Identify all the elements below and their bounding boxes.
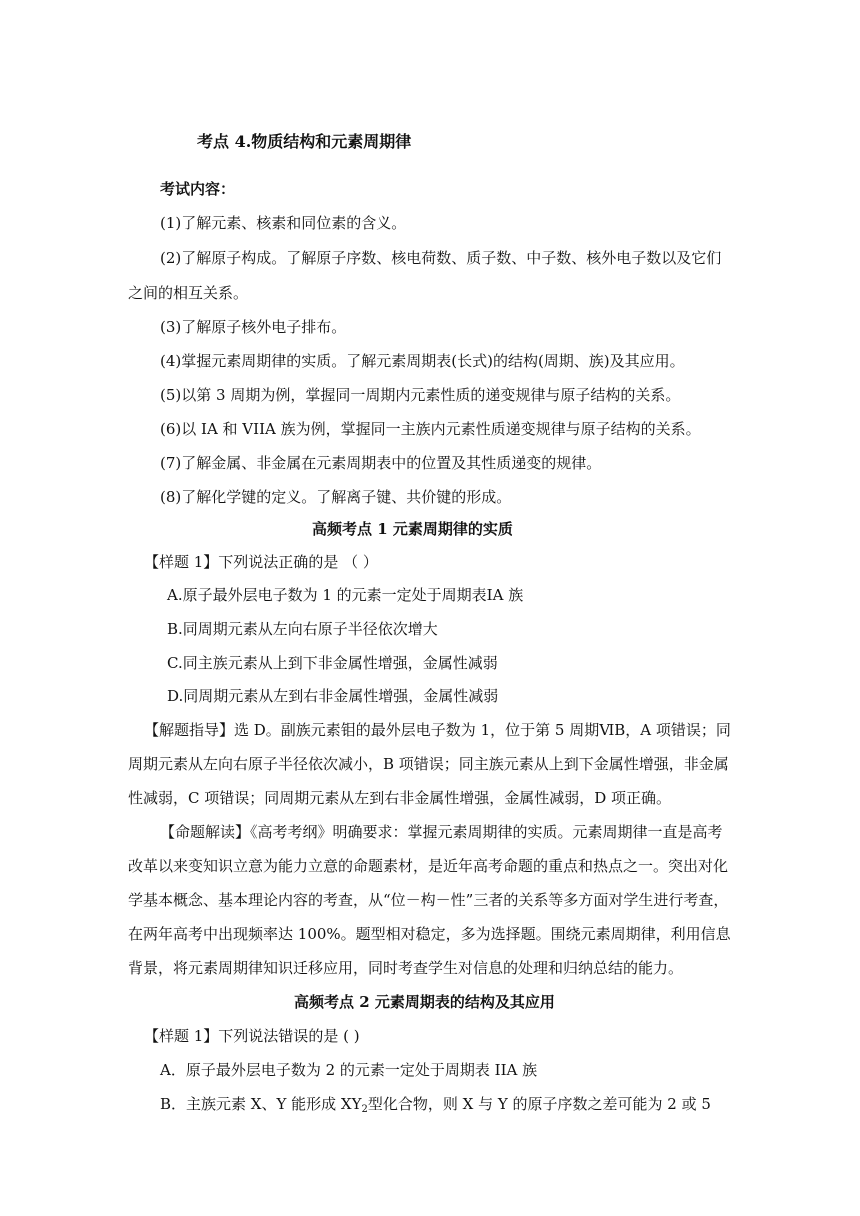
exam-item-8: (8)了解化学键的定义。了解离子键、共价键的形成。 (160, 488, 512, 506)
section-1-option-d: D.同周期元素从左到右非金属性增强，金属性减弱 (167, 687, 499, 705)
section-1-guide-line-2: 周期元素从左向右原子半径依次减小，B 项错误；同主族元素从上到下金属性增强，非金属 (128, 755, 729, 773)
section-2-question: 【样题 1】下列说法错误的是 ( ) (144, 1027, 360, 1045)
section-2-heading: 高频考点 2 元素周期表的结构及其应用 (294, 993, 555, 1011)
section-1-reading-line-2: 改革以来变知识立意为能力立意的命题素材，是近年高考命题的重点和热点之一。突出对化 (128, 857, 729, 875)
section-1-reading-line-5: 背景，将元素周期律知识迁移应用，同时考查学生对信息的处理和归纳总结的能力。 (128, 959, 684, 977)
section-1-question: 【样题 1】下列说法正确的是 （ ） (144, 553, 378, 571)
section-2-option-b-subscript: 2 (361, 1104, 368, 1115)
section-1-option-c: C.同主族元素从上到下非金属性增强，金属性减弱 (167, 654, 498, 672)
section-1-reading-line-1: 【命题解读】《高考考纲》明确要求：掌握元素周期律的实质。元素周期律一直是高考 (160, 823, 723, 841)
exam-item-6: (6)以 IA 和 VIIA 族为例，掌握同一主族内元素性质递变规律与原子结构的关系。 (160, 420, 701, 438)
page-title: 考点 4.物质结构和元素周期律 (197, 132, 412, 151)
section-1-option-b: B.同周期元素从左向右原子半径依次增大 (167, 620, 438, 638)
exam-item-2: (2)了解原子构成。了解原子序数、核电荷数、质子数、中子数、核外电子数以及它们 (160, 249, 722, 267)
exam-item-3: (3)了解原子核外电子排布。 (160, 318, 347, 336)
exam-item-5: (5)以第 3 周期为例，掌握同一周期内元素性质的递变规律与原子结构的关系。 (160, 386, 681, 404)
exam-item-2-cont: 之间的相互关系。 (128, 284, 249, 302)
exam-item-1: (1)了解元素、核素和同位素的含义。 (160, 214, 407, 232)
exam-item-4: (4)掌握元素周期律的实质。了解元素周期表(长式)的结构(周期、族)及其应用。 (160, 352, 685, 370)
section-1-guide-line-3: 性减弱，C 项错误；同周期元素从左到右非金属性增强，金属性减弱，D 项正确。 (128, 789, 672, 807)
section-2-option-b (160, 1094, 711, 1114)
section-2-option-b-pre: B．主族元素 X、Y 能形成 XY (160, 1095, 362, 1113)
section-1-option-a: A.原子最外层电子数为 1 的元素一定处于周期表ⅠA 族 (167, 586, 524, 604)
section-2-option-b-post: 型化合物，则 X 与 Y 的原子序数之差可能为 2 或 5 (367, 1095, 711, 1113)
exam-content-heading: 考试内容： (160, 180, 236, 198)
section-1-reading-line-3: 学基本概念、基本理论内容的考查，从“位－构－性”三者的关系等多方面对学生进行考查， (128, 891, 729, 909)
exam-item-7: (7)了解金属、非金属在元素周期表中的位置及其性质递变的规律。 (160, 454, 602, 472)
section-1-guide-line-1: 【解题指导】选 D。副族元素钼的最外层电子数为 1，位于第 5 周期ⅥB，A 项错误；同 (144, 721, 731, 739)
section-1-heading: 高频考点 1 元素周期律的实质 (312, 520, 513, 538)
section-2-option-a: A．原子最外层电子数为 2 的元素一定处于周期表 IIA 族 (160, 1061, 538, 1079)
section-1-reading-line-4: 在两年高考中出现频率达 100%。题型相对稳定，多为选择题。围绕元素周期律，利用信息 (128, 925, 731, 943)
